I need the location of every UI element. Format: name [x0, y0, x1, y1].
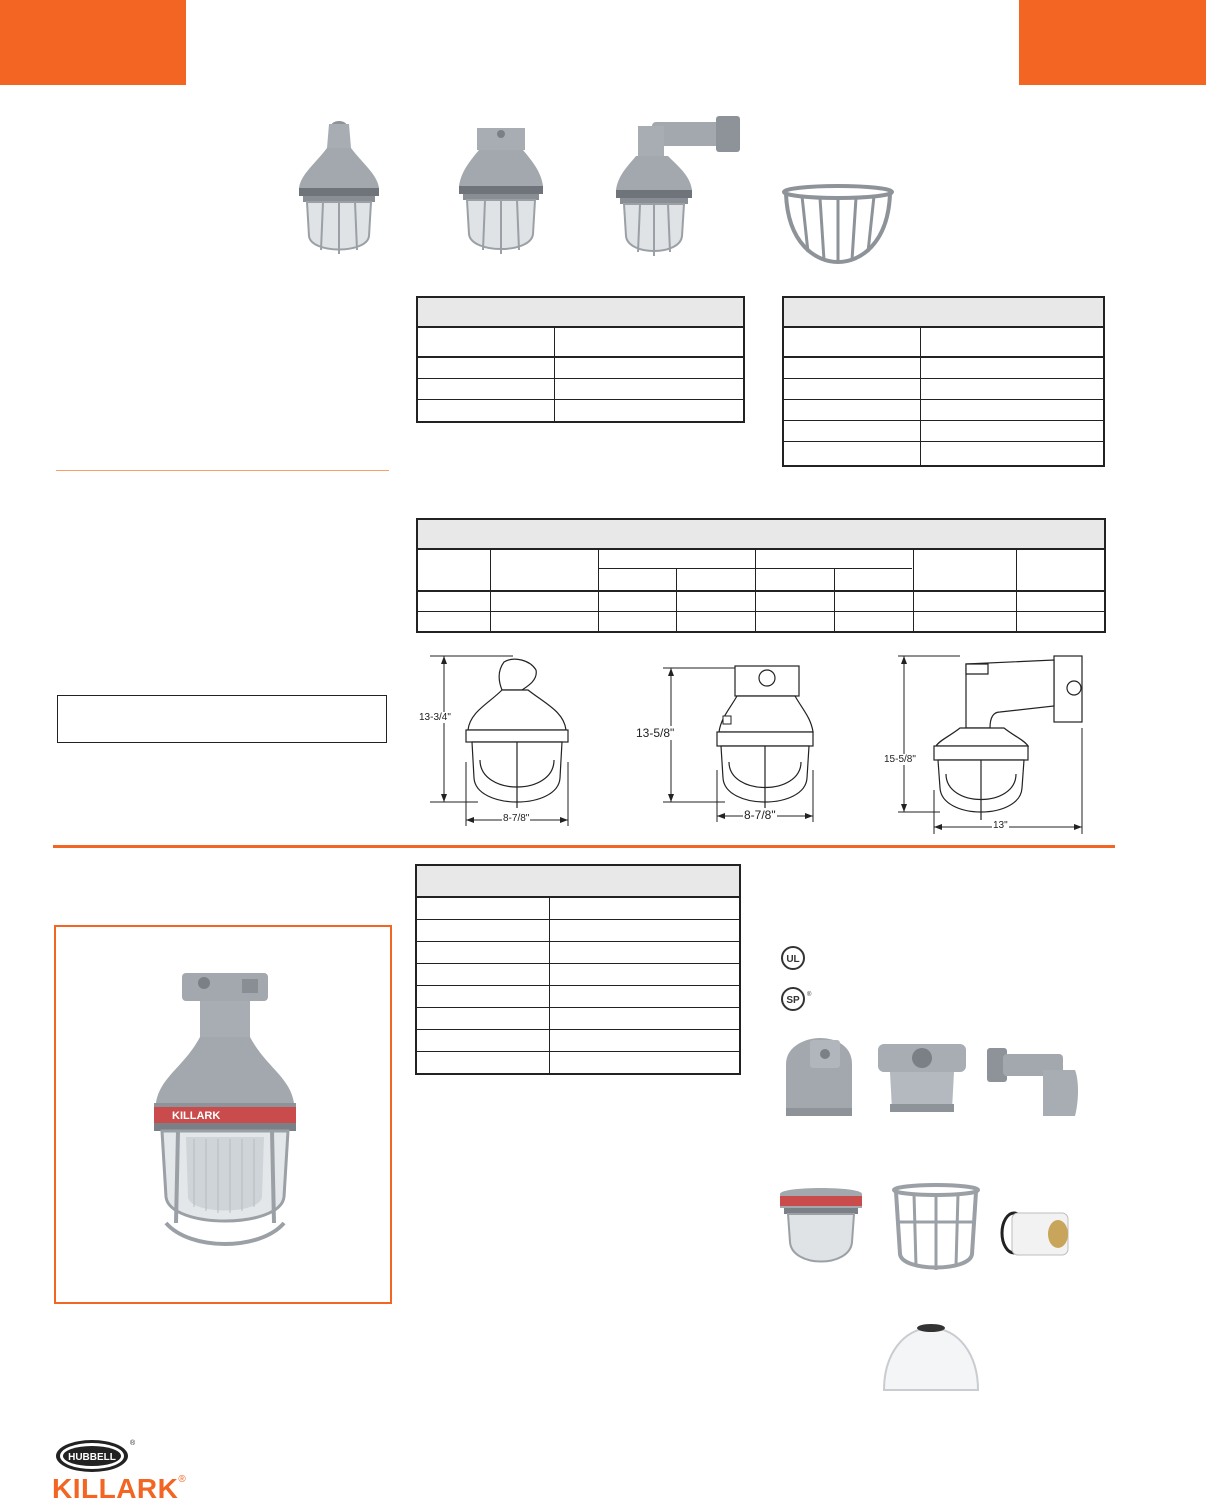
pendant-width-label: 8-7/8" [503, 813, 530, 824]
wall-width-label: 13" [993, 820, 1008, 831]
major-divider [53, 845, 1115, 848]
featured-product-frame [54, 925, 392, 1304]
table-row [417, 964, 739, 986]
table-row [417, 986, 739, 1008]
dimension-drawing-ceiling [635, 660, 815, 830]
killark-logo-text: KILLARK [52, 1473, 179, 1504]
pendant-height-label: 13-3/4" [419, 712, 451, 723]
svg-text:®: ® [130, 1440, 136, 1447]
dimension-drawing-wall [880, 650, 1094, 838]
header-accent-left [0, 0, 186, 85]
dimension-drawing-pendant [418, 650, 588, 830]
wire-guard-icon [780, 184, 896, 266]
table-row [784, 442, 1103, 465]
table-row [784, 400, 1103, 421]
options-table [782, 296, 1105, 467]
svg-text:UL: UL [786, 954, 800, 965]
nameplate-text: KILLARK [172, 1110, 221, 1122]
specifications-table [416, 518, 1106, 633]
globe-assembly-icon [774, 1182, 868, 1268]
table-row [418, 328, 743, 358]
csa-mark-icon [780, 986, 810, 1012]
hubbell-logo [54, 1438, 136, 1474]
table-row [784, 379, 1103, 400]
table-row [784, 421, 1103, 442]
ordering-table [416, 296, 745, 423]
table-row [417, 1030, 739, 1052]
ceiling-hood-icon [876, 1040, 968, 1116]
ceiling-height-label: 13-5/8" [636, 726, 675, 740]
table-row [784, 358, 1103, 379]
svg-text:SP: SP [786, 995, 800, 1006]
pendant-hood-icon [780, 1034, 858, 1120]
ceiling-fixture-icon [455, 126, 547, 264]
table-row [417, 1052, 739, 1073]
header-accent-right [1019, 0, 1206, 85]
table-row [784, 328, 1103, 358]
lamp-socket-icon [1000, 1205, 1074, 1261]
ceiling-width-label: 8-7/8" [744, 808, 776, 822]
killark-registered-mark: ® [178, 1474, 186, 1485]
table-row [418, 379, 743, 400]
table-row [417, 898, 739, 920]
hubbell-logo-text: HUBBELL [68, 1452, 116, 1463]
wall-mount-fixture-icon [612, 112, 747, 264]
wall-height-label: 15-5/8" [884, 754, 916, 765]
guard-icon [890, 1182, 982, 1278]
reflector-icon [880, 1318, 982, 1392]
pendant-fixture-icon [293, 114, 385, 264]
table-row [417, 942, 739, 964]
note-box [57, 695, 387, 743]
accessories-table [415, 864, 741, 1075]
table-row [418, 358, 743, 379]
killark-logo [52, 1474, 186, 1504]
table-row [418, 400, 743, 421]
wall-bracket-icon [985, 1040, 1083, 1120]
table-row [417, 920, 739, 942]
ul-mark-icon [780, 945, 806, 971]
featured-fixture-image [150, 967, 300, 1255]
svg-text:®: ® [807, 992, 812, 998]
section-divider [56, 470, 389, 471]
table-row [417, 1008, 739, 1030]
